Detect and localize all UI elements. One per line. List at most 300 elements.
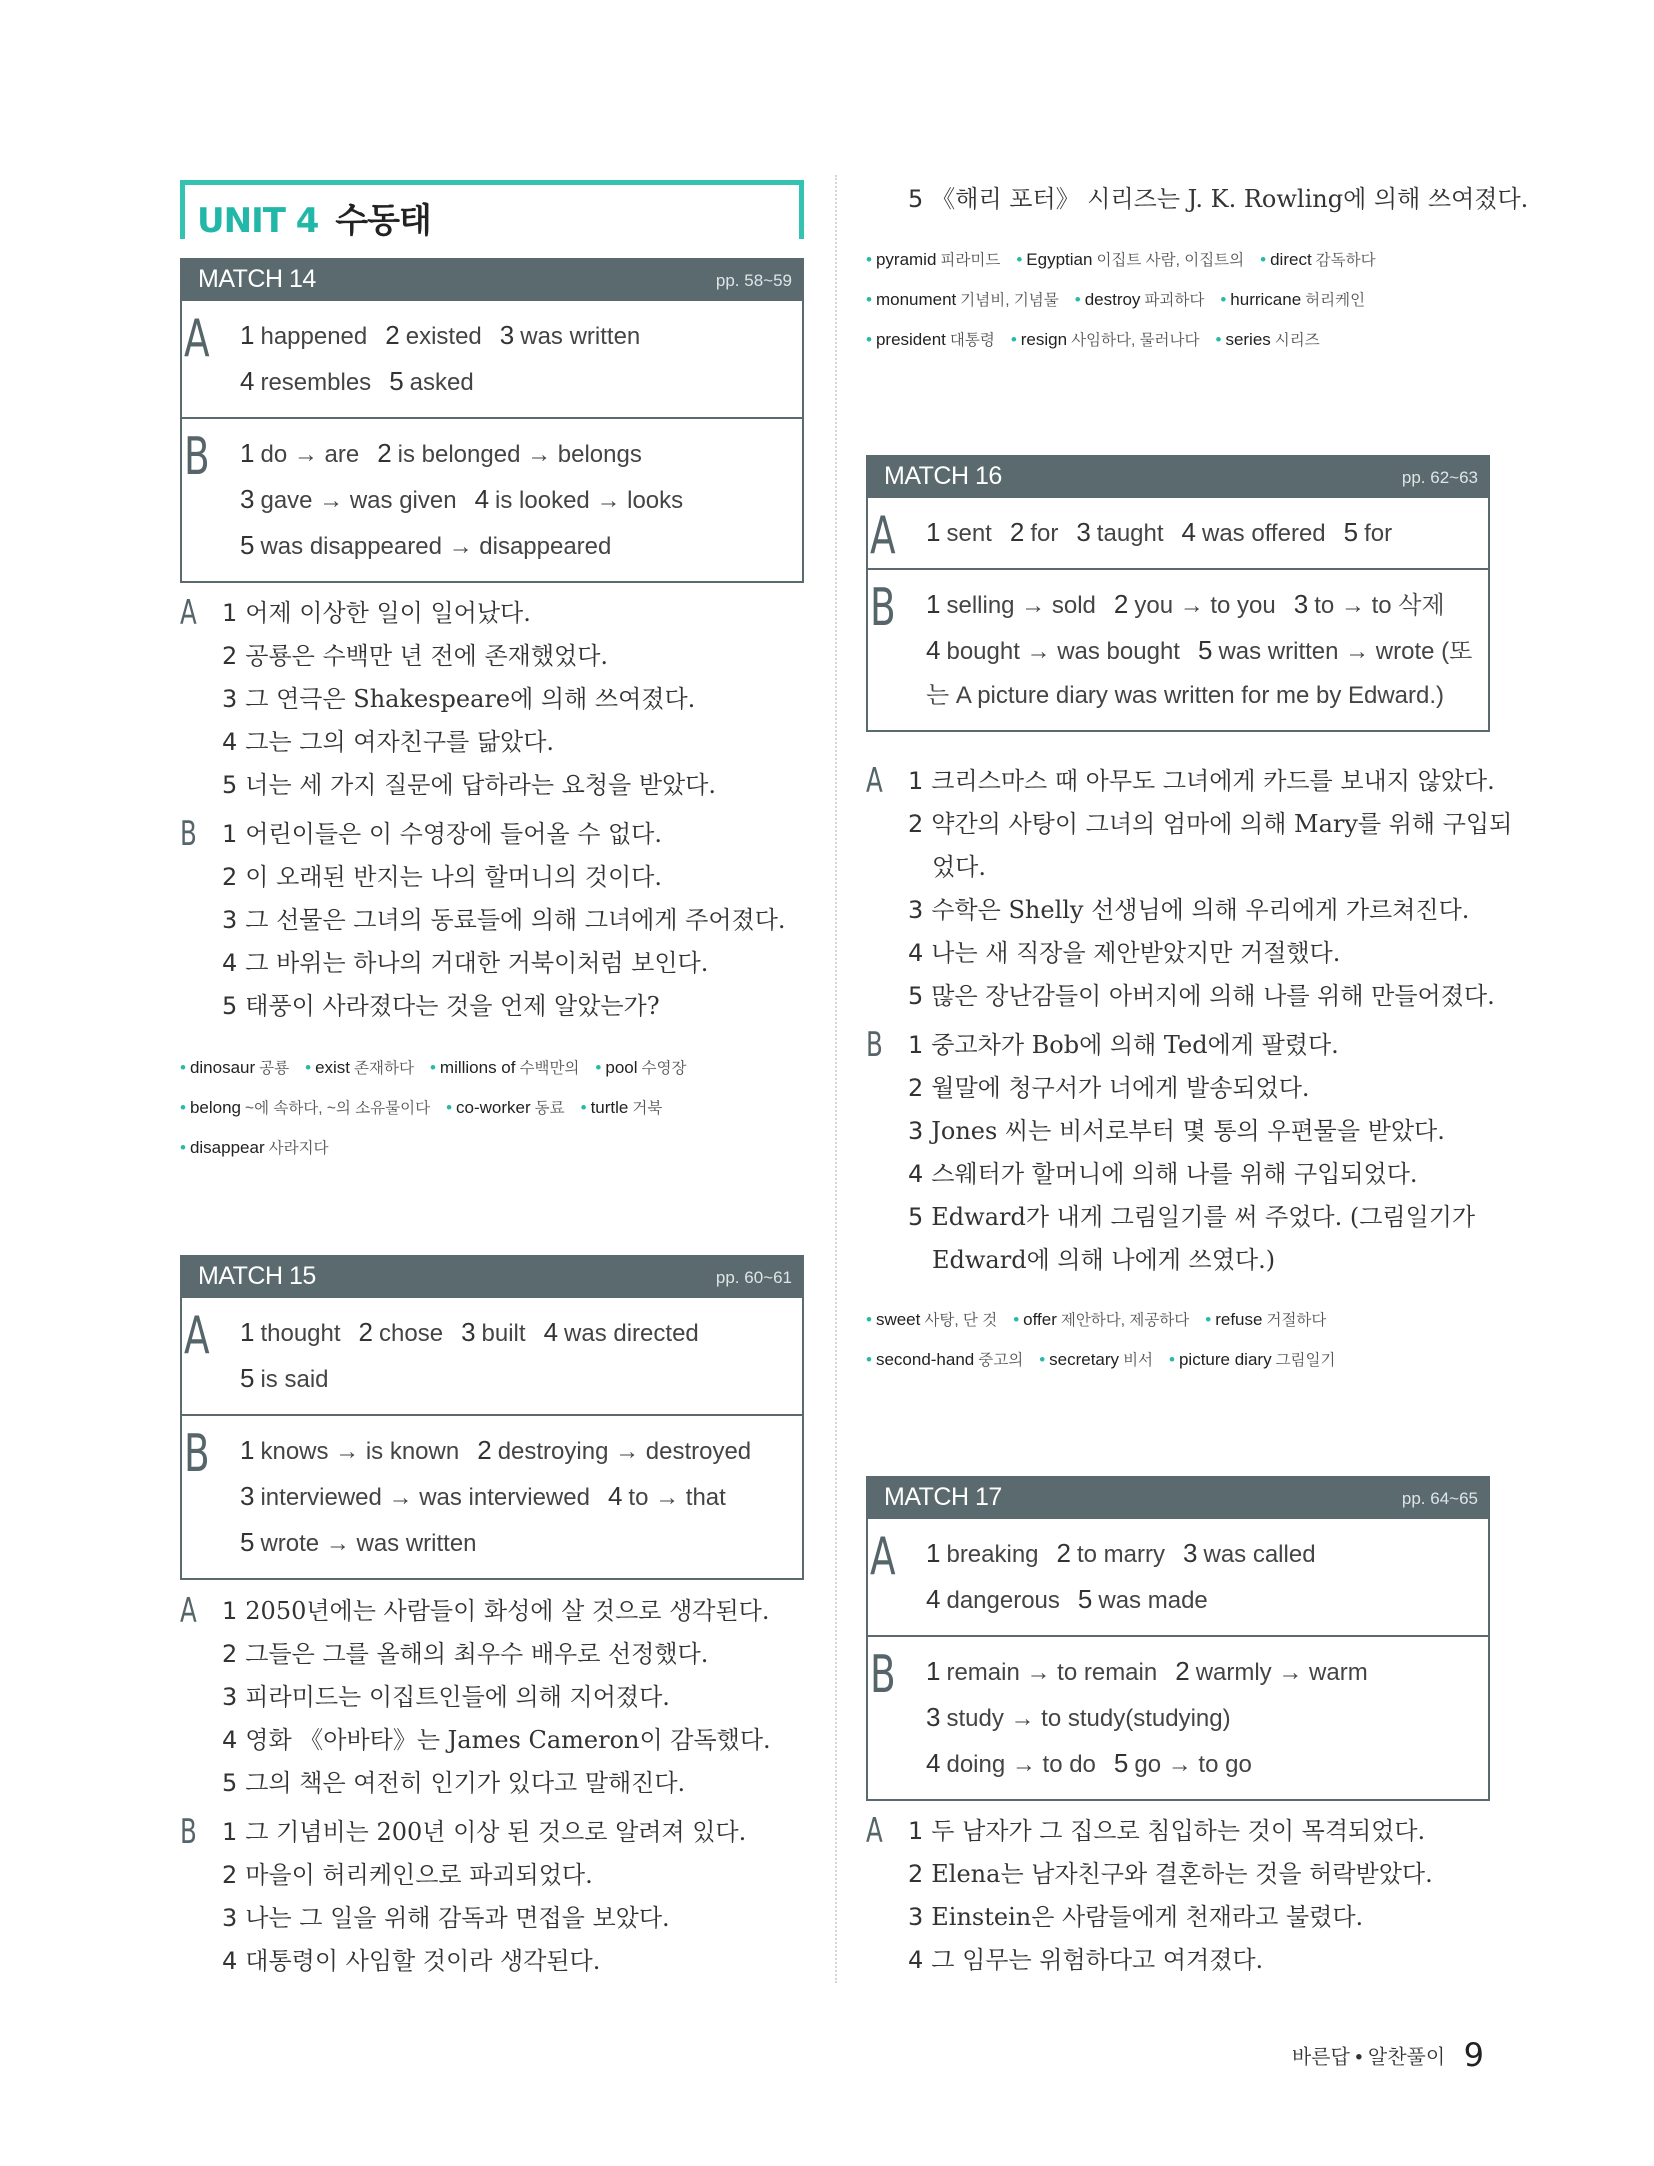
vocab-item bbox=[446, 1098, 565, 1117]
answer-line bbox=[240, 477, 782, 523]
item-text: was made bbox=[1098, 1587, 1208, 1614]
item-text: 어린이들은 이 수영장에 들어올 수 없다. bbox=[245, 820, 662, 848]
match-header bbox=[866, 455, 1490, 498]
item-number: 4 bbox=[240, 366, 255, 396]
item-text: to marry bbox=[1077, 1541, 1166, 1568]
bullet-icon: • bbox=[1220, 290, 1227, 309]
answer-item bbox=[1293, 589, 1445, 619]
item-text: wrote → was written bbox=[260, 1530, 477, 1557]
match-14-box bbox=[180, 258, 804, 583]
bullet-icon: • bbox=[180, 1058, 186, 1077]
item-number: 1 bbox=[926, 1656, 941, 1686]
item-text: breaking bbox=[946, 1541, 1039, 1568]
translation-line bbox=[222, 678, 820, 721]
match-16-vocab bbox=[866, 1300, 1526, 1380]
item-text: 마을이 허리케인으로 파괴되었다. bbox=[245, 1861, 593, 1889]
bullet-icon: • bbox=[1215, 330, 1222, 349]
translation-line bbox=[908, 760, 1506, 803]
answer-lines bbox=[240, 313, 782, 405]
vocab-meaning: 그림일기 bbox=[1275, 1352, 1336, 1369]
item-number: 3 bbox=[1076, 517, 1091, 547]
item-number: 5 bbox=[222, 1769, 238, 1797]
item-text: 약간의 사탕이 그녀의 엄마에 의해 Mary를 위해 구입되 bbox=[931, 810, 1513, 838]
vocab-row bbox=[866, 1340, 1526, 1380]
vocab-term: Egyptian bbox=[1026, 250, 1093, 269]
item-number: 2 bbox=[908, 1860, 924, 1888]
item-text: go → to go bbox=[1134, 1751, 1252, 1778]
match-header bbox=[180, 1255, 804, 1298]
item-number: 4 bbox=[926, 1748, 941, 1778]
item-number: 5 bbox=[240, 530, 255, 560]
answer-item bbox=[543, 1317, 699, 1347]
translation-line bbox=[222, 1762, 820, 1805]
match-body bbox=[180, 1298, 804, 1580]
answer-item bbox=[926, 1702, 1231, 1732]
item-number: 2 bbox=[477, 1435, 492, 1465]
bullet-icon: • bbox=[1074, 290, 1081, 309]
item-text: built bbox=[481, 1320, 526, 1347]
item-number: 2 bbox=[1175, 1656, 1190, 1686]
section-letter-b: B bbox=[184, 1424, 210, 1484]
translation-line bbox=[222, 1590, 820, 1633]
bullet-icon: • bbox=[446, 1098, 453, 1117]
item-text: 피라미드는 이집트인들에 의해 지어졌다. bbox=[245, 1683, 670, 1711]
vocab-meaning: 감독하다 bbox=[1315, 252, 1376, 269]
answer-item bbox=[1113, 589, 1276, 619]
item-text: 공룡은 수백만 년 전에 존재했었다. bbox=[245, 642, 609, 670]
item-number: 4 bbox=[543, 1317, 559, 1347]
item-text: to → to 삭제 bbox=[1314, 592, 1445, 619]
item-text: interviewed → was interviewed bbox=[260, 1484, 590, 1511]
answer-item bbox=[1077, 1584, 1208, 1614]
translation-line bbox=[222, 1633, 820, 1676]
match-14-vocab bbox=[180, 1048, 840, 1168]
vocab-term: resign bbox=[1020, 330, 1068, 349]
translation-block-a bbox=[180, 592, 820, 807]
item-number: 5 bbox=[908, 1203, 924, 1231]
vocab-term: dinosaur bbox=[189, 1058, 256, 1077]
item-number: 3 bbox=[222, 685, 238, 713]
item-number: 5 bbox=[389, 366, 404, 396]
translation-line bbox=[222, 1676, 820, 1719]
item-number: 3 bbox=[222, 906, 238, 934]
item-number: 2 bbox=[222, 863, 238, 891]
unit-label: UNIT 4 bbox=[197, 201, 319, 241]
item-text: is belonged → belongs bbox=[397, 441, 642, 468]
match-body bbox=[180, 301, 804, 583]
translation-line bbox=[222, 899, 820, 942]
item-number: 4 bbox=[222, 1947, 238, 1975]
translation-lines bbox=[222, 592, 820, 807]
item-text: 크리스마스 때 아무도 그녀에게 카드를 보내지 않았다. bbox=[931, 767, 1495, 795]
unit-heading bbox=[197, 193, 431, 242]
page-number: 9 bbox=[1463, 2036, 1484, 2074]
match-16-box bbox=[866, 455, 1490, 732]
item-number: 2 bbox=[222, 642, 238, 670]
item-number: 2 bbox=[1056, 1538, 1071, 1568]
answer-line bbox=[240, 1520, 782, 1566]
vocab-term: picture diary bbox=[1178, 1350, 1272, 1369]
item-number: 1 bbox=[222, 1597, 238, 1625]
answer-item bbox=[461, 1317, 526, 1347]
answer-line bbox=[240, 1356, 782, 1402]
item-number: 4 bbox=[222, 1726, 238, 1754]
item-text: 어제 이상한 일이 일어났다. bbox=[245, 599, 531, 627]
answer-section-b bbox=[868, 570, 1488, 730]
answer-item bbox=[1183, 1538, 1316, 1568]
item-text: bought → was bought bbox=[946, 638, 1180, 665]
item-text: selling → sold bbox=[946, 592, 1096, 619]
bullet-icon: • bbox=[180, 1098, 186, 1117]
match-15-vocab bbox=[866, 240, 1526, 360]
section-letter-b: B bbox=[870, 578, 896, 638]
bullet-icon: • bbox=[180, 1138, 186, 1157]
item-text: taught bbox=[1096, 520, 1164, 547]
vocab-meaning: 사탕, 단 것 bbox=[924, 1312, 998, 1329]
item-number: 3 bbox=[222, 1904, 238, 1932]
item-number: 3 bbox=[499, 320, 515, 350]
item-number: 5 bbox=[908, 185, 924, 213]
item-text: Edward가 내게 그림일기를 써 주었다. (그림일기가 bbox=[931, 1203, 1476, 1231]
vocab-term: destroy bbox=[1084, 290, 1141, 309]
item-text: you → to you bbox=[1134, 592, 1276, 619]
match-header bbox=[180, 258, 804, 301]
bullet-icon: • bbox=[866, 290, 872, 309]
section-letter-a: A bbox=[866, 1811, 883, 1851]
translation-lines bbox=[222, 1811, 820, 1983]
section-letter-a: A bbox=[870, 506, 896, 566]
bullet-icon: • bbox=[866, 1350, 872, 1369]
answer-item bbox=[1113, 1748, 1252, 1778]
answer-item bbox=[240, 1435, 460, 1465]
item-number: 4 bbox=[222, 949, 238, 977]
answer-lines bbox=[926, 582, 1473, 718]
answer-item bbox=[477, 1435, 752, 1465]
vocab-item bbox=[180, 1138, 329, 1157]
answer-section-a bbox=[868, 1519, 1488, 1637]
vocab-row bbox=[866, 280, 1526, 320]
vocab-item bbox=[581, 1098, 663, 1117]
bullet-icon: • bbox=[1169, 1350, 1175, 1369]
section-letter-a: A bbox=[180, 1591, 197, 1631]
answer-item bbox=[926, 1748, 1096, 1778]
answer-item bbox=[240, 1317, 341, 1347]
vocab-item bbox=[866, 1310, 997, 1329]
translation-lines bbox=[908, 1024, 1506, 1282]
vocab-meaning: 거절하다 bbox=[1266, 1312, 1327, 1329]
translation-block-a bbox=[180, 1590, 820, 1805]
item-number: 1 bbox=[926, 589, 941, 619]
bullet-icon: • bbox=[305, 1058, 312, 1077]
item-text: 2050년에는 사람들이 화성에 살 것으로 생각된다. bbox=[245, 1597, 770, 1625]
answer-item bbox=[377, 438, 642, 468]
translation-line bbox=[908, 1810, 1506, 1853]
answer-item bbox=[926, 1584, 1060, 1614]
item-number: 1 bbox=[908, 1817, 924, 1845]
vocab-meaning: 피라미드 bbox=[940, 252, 1001, 269]
item-number: 1 bbox=[926, 1538, 941, 1568]
item-number: 3 bbox=[1293, 589, 1309, 619]
section-letter-a: A bbox=[184, 309, 210, 369]
section-letter-a: A bbox=[180, 593, 197, 633]
item-number: 3 bbox=[222, 1683, 238, 1711]
unit-title-box bbox=[180, 180, 804, 239]
answer-lines bbox=[926, 1531, 1468, 1623]
match-header bbox=[866, 1476, 1490, 1519]
item-number: 2 bbox=[377, 438, 392, 468]
item-text: 는 A picture diary was written for me by Edward.) bbox=[926, 682, 1445, 709]
item-text: 대통령이 사임할 것이라 생각된다. bbox=[245, 1947, 601, 1975]
item-number: 1 bbox=[908, 1031, 924, 1059]
answer-item bbox=[240, 1527, 477, 1557]
item-text: sent bbox=[946, 520, 992, 547]
section-letter-b: B bbox=[184, 427, 210, 487]
vocab-term: hurricane bbox=[1230, 290, 1302, 309]
item-text: is said bbox=[260, 1366, 329, 1393]
answer-item bbox=[385, 320, 482, 350]
answer-item bbox=[1056, 1538, 1166, 1568]
vocab-term: secretary bbox=[1049, 1350, 1120, 1369]
item-number: 5 bbox=[1343, 517, 1359, 547]
answer-item bbox=[358, 1317, 444, 1347]
section-letter-a: A bbox=[866, 761, 883, 801]
item-text: 월말에 청구서가 너에게 발송되었다. bbox=[931, 1074, 1310, 1102]
item-text: 이 오래된 반지는 나의 할머니의 것이다. bbox=[245, 863, 662, 891]
item-number: 3 bbox=[908, 1117, 924, 1145]
item-text: do → are bbox=[260, 441, 360, 468]
match-14-translations bbox=[180, 592, 820, 1034]
answer-line bbox=[240, 431, 782, 477]
item-text: 그 연극은 Shakespeare에 의해 쓰여졌다. bbox=[245, 685, 696, 713]
item-text: resembles bbox=[260, 369, 372, 396]
vocab-term: belong bbox=[189, 1098, 242, 1117]
item-number: 1 bbox=[240, 1317, 255, 1347]
match-15-translations bbox=[180, 1590, 820, 1989]
item-text: 나는 새 직장을 제안받았지만 거절했다. bbox=[931, 939, 1341, 967]
vocab-row bbox=[866, 320, 1526, 360]
answer-line bbox=[240, 359, 782, 405]
vocab-term: exist bbox=[315, 1058, 351, 1077]
translation-line bbox=[222, 1811, 820, 1854]
answer-line bbox=[926, 582, 1468, 628]
bullet-icon: • bbox=[866, 250, 872, 269]
translation-block-b bbox=[866, 1024, 1506, 1282]
vocab-item bbox=[1075, 290, 1205, 309]
vocab-term: second-hand bbox=[875, 1350, 975, 1369]
item-number: 5 bbox=[222, 771, 238, 799]
translation-line bbox=[908, 178, 1529, 221]
vocab-meaning: 이집트 사람, 이집트의 bbox=[1096, 252, 1245, 269]
vocab-meaning: ~에 속하다, ~의 소유물이다 bbox=[245, 1100, 431, 1117]
answer-item bbox=[389, 366, 474, 396]
item-text: 었다. bbox=[932, 853, 986, 881]
match-body bbox=[866, 1519, 1490, 1801]
answer-line bbox=[240, 1310, 782, 1356]
match-pages: pp. 64~65 bbox=[1401, 1489, 1478, 1508]
match-pages: pp. 60~61 bbox=[715, 1268, 792, 1287]
item-text: 《해리 포터》 시리즈는 J. K. Rowling에 의해 쓰여졌다. bbox=[931, 185, 1529, 213]
bullet-icon: • bbox=[1039, 1350, 1046, 1369]
match-17-translations bbox=[866, 1810, 1506, 1988]
item-number: 3 bbox=[461, 1317, 476, 1347]
answer-item bbox=[240, 366, 372, 396]
vocab-row bbox=[180, 1088, 840, 1128]
translation-line bbox=[222, 985, 820, 1028]
answer-item bbox=[240, 438, 360, 468]
item-number: 5 bbox=[240, 1363, 255, 1393]
item-number: 2 bbox=[385, 320, 400, 350]
item-text: 그의 책은 여전히 인기가 있다고 말해진다. bbox=[245, 1769, 686, 1797]
item-text: 중고차가 Bob에 의해 Ted에게 팔렸다. bbox=[931, 1031, 1339, 1059]
answer-item bbox=[240, 1481, 590, 1511]
item-text: Edward에 의해 나에게 쓰였다.) bbox=[932, 1246, 1276, 1274]
item-text: knows → is known bbox=[260, 1438, 460, 1465]
translation-line bbox=[222, 942, 820, 985]
item-text: 스웨터가 할머니에 의해 나를 위해 구입되었다. bbox=[931, 1160, 1418, 1188]
answer-line bbox=[926, 1695, 1468, 1741]
item-text: for bbox=[1364, 520, 1393, 547]
item-text: was called bbox=[1203, 1541, 1316, 1568]
item-number: 4 bbox=[1181, 517, 1196, 547]
translation-line bbox=[222, 592, 820, 635]
section-letter-a: A bbox=[870, 1527, 896, 1587]
match-pages: pp. 62~63 bbox=[1401, 468, 1478, 487]
translation-line bbox=[222, 1940, 820, 1983]
translation-line bbox=[908, 1939, 1506, 1982]
item-number: 1 bbox=[926, 517, 941, 547]
item-text: was directed bbox=[564, 1320, 699, 1347]
answer-line bbox=[240, 523, 782, 569]
answer-line bbox=[926, 510, 1468, 556]
item-number: 5 bbox=[222, 992, 238, 1020]
answer-item bbox=[926, 1656, 1158, 1686]
answer-line bbox=[926, 1531, 1468, 1577]
answer-line bbox=[240, 313, 782, 359]
translation-line bbox=[222, 764, 820, 807]
translation-line bbox=[908, 1196, 1506, 1239]
bullet-icon: • bbox=[866, 330, 872, 349]
item-number: 4 bbox=[908, 939, 924, 967]
vocab-item bbox=[866, 290, 1059, 309]
translation-lines bbox=[222, 813, 820, 1028]
answer-section-b bbox=[182, 1416, 802, 1578]
vocab-term: pyramid bbox=[875, 250, 937, 269]
vocab-row bbox=[180, 1048, 840, 1088]
vocab-row bbox=[866, 1300, 1526, 1340]
answer-line bbox=[240, 1474, 782, 1520]
vocab-meaning: 대통령 bbox=[949, 332, 995, 349]
answer-item bbox=[1181, 517, 1326, 547]
item-number: 2 bbox=[1113, 589, 1129, 619]
page-footer bbox=[1292, 2036, 1484, 2074]
vocab-term: sweet bbox=[875, 1310, 921, 1329]
answer-line bbox=[926, 674, 1468, 718]
match-title: MATCH 17 bbox=[884, 1483, 1002, 1511]
answer-line bbox=[926, 1577, 1468, 1623]
item-text: 많은 장난감들이 아버지에 의해 나를 위해 만들어졌다. bbox=[931, 982, 1495, 1010]
translation-line bbox=[222, 1719, 820, 1762]
item-text: Elena는 남자친구와 결혼하는 것을 허락받았다. bbox=[931, 1860, 1433, 1888]
vocab-row bbox=[180, 1128, 840, 1168]
vocab-term: refuse bbox=[1215, 1310, 1263, 1329]
item-text: was written bbox=[520, 323, 641, 350]
vocab-meaning: 거북 bbox=[632, 1100, 663, 1117]
vocab-meaning: 수영장 bbox=[641, 1060, 687, 1077]
item-number: 4 bbox=[926, 635, 941, 665]
answer-item bbox=[1343, 517, 1393, 547]
match-pages: pp. 58~59 bbox=[715, 271, 792, 290]
answer-item bbox=[1009, 517, 1059, 547]
section-letter-b: B bbox=[870, 1645, 896, 1705]
answer-item bbox=[926, 682, 1444, 709]
answer-line bbox=[240, 1428, 782, 1474]
match-title: MATCH 14 bbox=[198, 265, 316, 293]
answer-lines bbox=[926, 510, 1468, 556]
vocab-term: direct bbox=[1270, 250, 1312, 269]
answer-line bbox=[926, 628, 1473, 674]
translation-lines bbox=[908, 1810, 1506, 1982]
translation-block-a bbox=[866, 1810, 1506, 1982]
vocab-item bbox=[1011, 330, 1200, 349]
item-number: 3 bbox=[908, 1903, 924, 1931]
section-letter-b: B bbox=[180, 814, 197, 854]
item-text: Jones 씨는 비서로부터 몇 통의 우편물을 받았다. bbox=[931, 1117, 1445, 1145]
translation-block-b bbox=[180, 813, 820, 1028]
vocab-term: president bbox=[875, 330, 946, 349]
bullet-icon: • bbox=[1260, 250, 1267, 269]
answer-item bbox=[607, 1481, 726, 1511]
item-number: 4 bbox=[607, 1481, 623, 1511]
item-number: 1 bbox=[240, 1435, 255, 1465]
item-text: 영화 《아바타》는 James Cameron이 감독했다. bbox=[245, 1726, 771, 1754]
match-title: MATCH 16 bbox=[884, 462, 1002, 490]
item-number: 3 bbox=[926, 1702, 941, 1732]
item-text: asked bbox=[409, 369, 474, 396]
translation-lines bbox=[908, 760, 1513, 1018]
translation-line bbox=[222, 721, 820, 764]
match-title: MATCH 15 bbox=[198, 1262, 316, 1290]
item-text: to → that bbox=[628, 1484, 726, 1511]
item-text: 너는 세 가지 질문에 답하라는 요청을 받았다. bbox=[245, 771, 716, 799]
book-title: 바른답 • 알찬풀이 bbox=[1291, 2046, 1446, 2069]
vocab-meaning: 중고의 bbox=[978, 1352, 1024, 1369]
vocab-item bbox=[305, 1058, 414, 1077]
item-number: 1 bbox=[240, 438, 255, 468]
vocab-item bbox=[595, 1058, 686, 1077]
translation-line bbox=[908, 1067, 1506, 1110]
unit-topic: 수동태 bbox=[335, 201, 431, 241]
item-number: 3 bbox=[240, 1481, 255, 1511]
vocab-meaning: 시리즈 bbox=[1274, 332, 1320, 349]
vocab-meaning: 수백만의 bbox=[519, 1060, 580, 1077]
translation-line bbox=[908, 803, 1513, 846]
item-text: 그 바위는 하나의 거대한 거북이처럼 보인다. bbox=[245, 949, 709, 977]
vocab-item bbox=[1169, 1350, 1335, 1369]
bullet-icon: • bbox=[580, 1098, 587, 1117]
item-number: 5 bbox=[1077, 1584, 1093, 1614]
item-number: 5 bbox=[1113, 1748, 1129, 1778]
answer-item bbox=[926, 635, 1180, 665]
translation-line bbox=[908, 932, 1506, 975]
item-number: 3 bbox=[908, 896, 924, 924]
item-number: 1 bbox=[222, 1818, 238, 1846]
item-number: 2 bbox=[908, 810, 924, 838]
answer-lines bbox=[926, 1649, 1468, 1787]
item-text: happened bbox=[260, 323, 368, 350]
answer-line bbox=[926, 1649, 1468, 1695]
translation-line bbox=[222, 1897, 820, 1940]
item-text: 그들은 그를 올해의 최우수 배우로 선정했다. bbox=[245, 1640, 709, 1668]
